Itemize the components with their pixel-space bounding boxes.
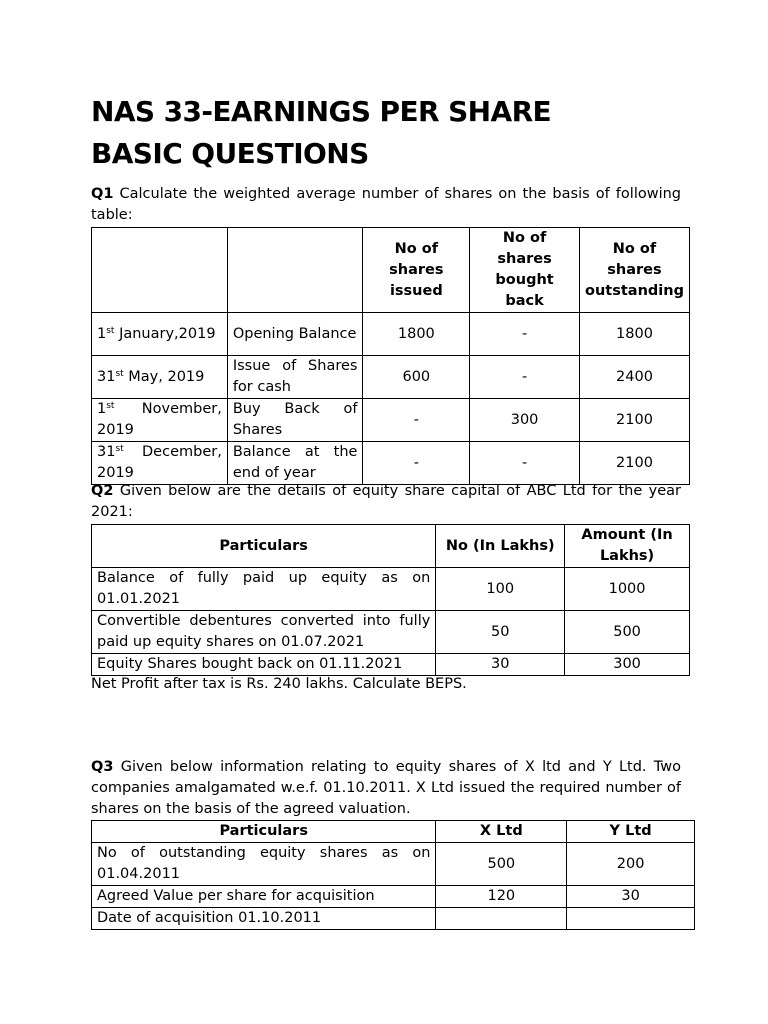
- q2-row3-amount: 300: [565, 654, 690, 676]
- q3-label: Q3: [91, 759, 114, 775]
- table-row: [92, 356, 690, 399]
- q2-header-row: [92, 525, 690, 568]
- q2-row1-no: 100: [436, 568, 565, 611]
- document-title: NAS 33-EARNINGS PER SHARE: [91, 95, 552, 128]
- q3-row1-y: 200: [567, 843, 695, 886]
- q3-header-y: Y Ltd: [567, 821, 695, 843]
- q1-row3-bought: 300: [470, 399, 580, 442]
- q1-row1-issued: 1800: [363, 313, 470, 356]
- q3-row2-particular: Agreed Value per share for acquisition: [92, 886, 436, 908]
- q1-row2-issued: 600: [363, 356, 470, 399]
- q2-row3-particular: Equity Shares bought back on 01.11.2021: [92, 654, 436, 676]
- q2-question: [91, 481, 681, 523]
- table-row: [92, 399, 690, 442]
- table-row: [92, 313, 690, 356]
- q2-row1-particular: Balance of fully paid up equity as on 01.01.2021: [92, 568, 436, 611]
- q1-header-row: [92, 228, 690, 313]
- q3-row3-x: [436, 908, 567, 930]
- q1-row4-bought: -: [470, 442, 580, 485]
- table-row: [92, 568, 690, 611]
- table-row: [92, 654, 690, 676]
- q1-row4-outstanding: 2100: [579, 442, 689, 485]
- q2-header-particulars: Particulars: [92, 525, 436, 568]
- q3-question: [91, 757, 681, 820]
- q1-table: [91, 227, 690, 485]
- q2-header-amount: Amount (In Lakhs): [565, 525, 690, 568]
- q3-header-particulars: Particulars: [92, 821, 436, 843]
- q1-question: [91, 184, 681, 226]
- q3-table: [91, 820, 695, 930]
- q2-label: Q2: [91, 483, 114, 499]
- q1-row1-outstanding: 1800: [579, 313, 689, 356]
- q3-header-row: [92, 821, 695, 843]
- q1-row2-bought: -: [470, 356, 580, 399]
- q1-row4-issued: -: [363, 442, 470, 485]
- q2-row1-amount: 1000: [565, 568, 690, 611]
- q1-row3-outstanding: 2100: [579, 399, 689, 442]
- q1-row3-issued: -: [363, 399, 470, 442]
- q2-text: Given below are the details of equity share capital of ABC Ltd for the year 2021:: [91, 483, 682, 520]
- table-row: [92, 611, 690, 654]
- q3-row2-x: 120: [436, 886, 567, 908]
- q2-row3-no: 30: [436, 654, 565, 676]
- q1-row1-date: 1st January,2019: [92, 313, 228, 356]
- q1-row2-outstanding: 2400: [579, 356, 689, 399]
- q1-header-date: [92, 228, 228, 313]
- q1-row2-date: 31st May, 2019: [92, 356, 228, 399]
- document-subtitle: BASIC QUESTIONS: [91, 137, 369, 170]
- q2-row2-no: 50: [436, 611, 565, 654]
- table-row: [92, 442, 690, 485]
- q1-row3-date: 1st November, 2019: [92, 399, 228, 442]
- q1-row1-bought: -: [470, 313, 580, 356]
- table-row: [92, 908, 695, 930]
- q3-row2-y: 30: [567, 886, 695, 908]
- q2-row2-amount: 500: [565, 611, 690, 654]
- q1-label: Q1: [91, 186, 114, 202]
- q1-header-particular: [227, 228, 363, 313]
- q1-header-bought: No of shares bought back: [470, 228, 580, 313]
- q1-row2-particular: Issue of Shares for cash: [227, 356, 363, 399]
- q3-text: Given below information relating to equity shares of X ltd and Y Ltd. Two companies amalgamated w.e.f. 01.10.2011. X Ltd issued the required number of shares on the basis of the agreed valuation.: [91, 759, 681, 817]
- q3-row1-particular: No of outstanding equity shares as on 01.04.2011: [92, 843, 436, 886]
- q3-row1-x: 500: [436, 843, 567, 886]
- q1-header-issued: No of shares issued: [363, 228, 470, 313]
- q2-row2-particular: Convertible debentures converted into fully paid up equity shares on 01.07.2021: [92, 611, 436, 654]
- table-row: [92, 886, 695, 908]
- q2-note: Net Profit after tax is Rs. 240 lakhs. Calculate BEPS.: [91, 676, 467, 692]
- q2-table: [91, 524, 690, 676]
- q1-text: Calculate the weighted average number of shares on the basis of following table:: [91, 186, 681, 223]
- q3-row3-particular: Date of acquisition 01.10.2011: [92, 908, 436, 930]
- q1-header-outstanding: No of shares outstanding: [579, 228, 689, 313]
- q1-row4-particular: Balance at the end of year: [227, 442, 363, 485]
- q3-header-x: X Ltd: [436, 821, 567, 843]
- table-row: [92, 843, 695, 886]
- q1-row4-date: 31st December, 2019: [92, 442, 228, 485]
- q3-row3-y: [567, 908, 695, 930]
- q2-header-no: No (In Lakhs): [436, 525, 565, 568]
- q1-row3-particular: Buy Back of Shares: [227, 399, 363, 442]
- q1-row1-particular: Opening Balance: [227, 313, 363, 356]
